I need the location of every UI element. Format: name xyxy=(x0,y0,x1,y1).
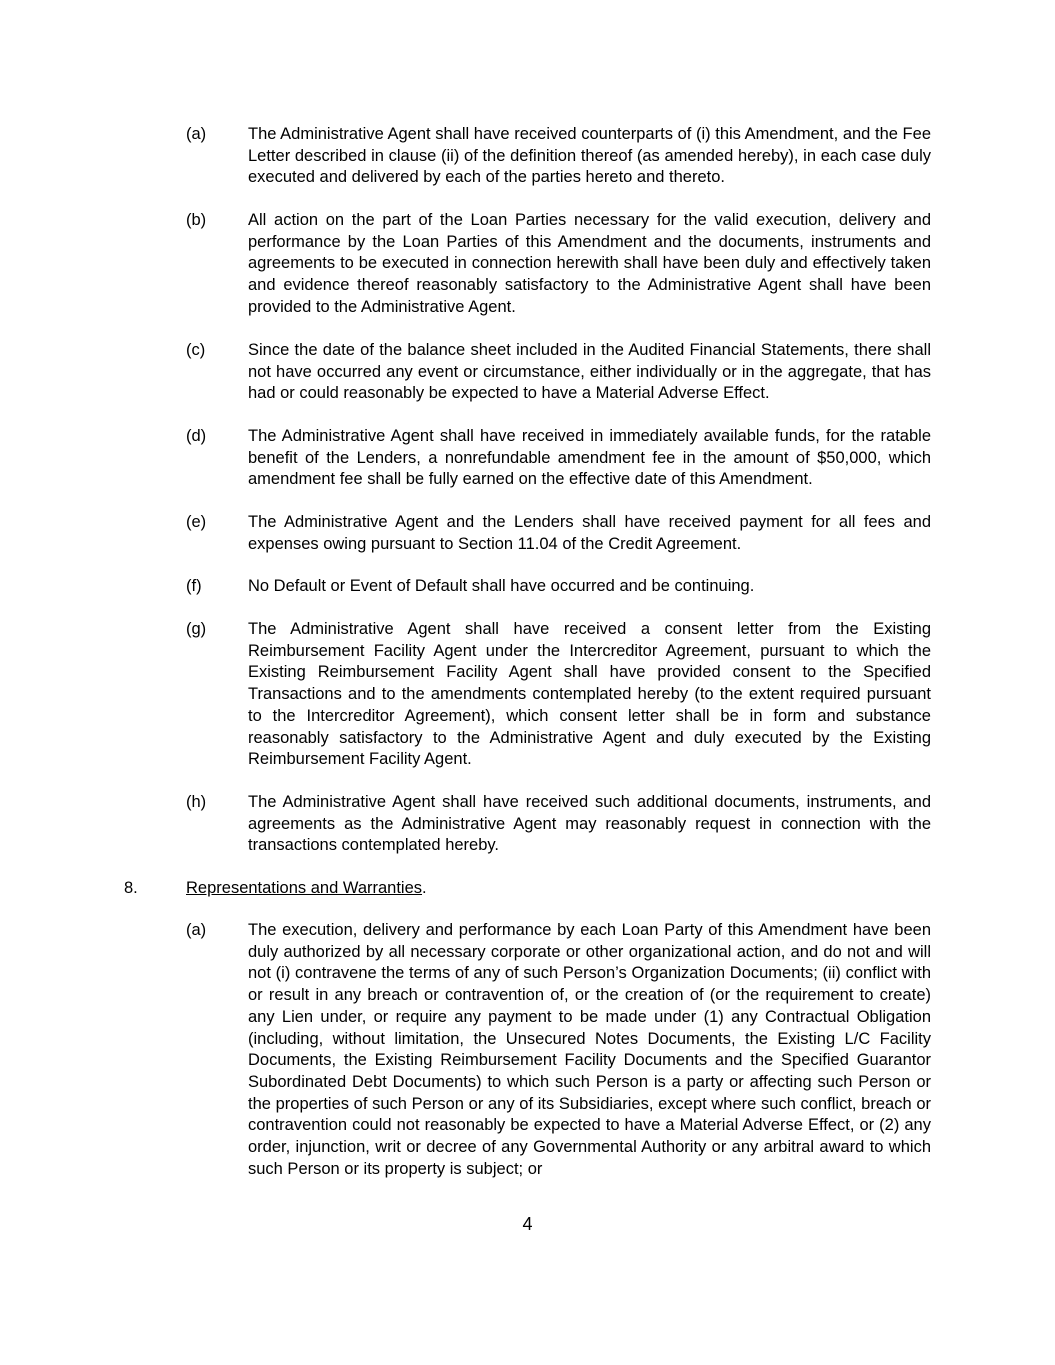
item-text: The Administrative Agent shall have received in immediately available funds, for the ratable benefit of the Lenders, a nonrefundable amendment fee in the amount of $50,000, which amendment fee shall be fully earned on the effective date of this Amendment. xyxy=(248,427,931,489)
section-number: 8. xyxy=(124,879,138,897)
item-text: The Administrative Agent shall have received such additional documents, instruments, and agreements as the Administrative Agent may reasonably request in connection with the transactions contemplated hereby. xyxy=(248,793,931,855)
item-text: The Administrative Agent shall have received counterparts of (i) this Amendment, and the Fee Letter described in clause (ii) of the definition thereof (as amended hereby), in each case duly executed and delivered by each of the parties hereto and thereto. xyxy=(248,125,931,187)
item-text: Since the date of the balance sheet included in the Audited Financial Statements, there shall not have occurred any event or circumstance, either individually or in the aggregate, that has had or could reasonably be expected to have a Material Adverse Effect. xyxy=(248,341,931,403)
section-title xyxy=(186,878,427,900)
item-text: The Administrative Agent and the Lenders shall have received payment for all fees and expenses owing pursuant to Section 11.04 of the Credit Agreement. xyxy=(248,513,931,553)
item-text: The Administrative Agent shall have received a consent letter from the Existing Reimbursement Facility Agent under the Intercreditor Agreement, pursuant to which the Existing Reimbursement Facility Agent shall have provided consent to the Specified Transactions and to the amendments contemplated hereby (to the extent required pursuant to the Intercreditor Agreement), which consent letter shall be in form and substance reasonably satisfactory to the Administrative Agent and duly executed by the Existing Reimbursement Facility Agent. xyxy=(248,620,931,769)
item-label: (b) xyxy=(186,211,207,229)
item-label: (h) xyxy=(186,793,207,811)
item-label: (c) xyxy=(186,341,206,359)
item-label: (f) xyxy=(186,577,202,595)
section-title-suffix: . xyxy=(422,879,427,897)
item-label: (a) xyxy=(186,921,207,939)
item-label: (e) xyxy=(186,513,207,531)
item-text: All action on the part of the Loan Parties necessary for the valid execution, delivery and performance by the Loan Parties of this Amendment and the documents, instruments and agreements to be executed in connection herewith shall have been duly and effectively taken and evidence thereof reasonably satisfactory to the Administrative Agent shall have been provided to the Administrative Agent. xyxy=(248,211,931,316)
item-text: The execution, delivery and performance by each Loan Party of this Amendment have been duly authorized by all necessary corporate or other organizational action, and do not and will not (i) contravene the terms of any of such Person’s Organization Documents; (ii) conflict with or result in any breach or contravention of, or the creation of (or the requirement to create) any Lien under, or require any payment to be made under (1) any Contractual Obligation (including, without limitation, the Unsecured Notes Documents, the Existing L/C Facility Documents, the Existing Reimbursement Facility Documents and the Specified Guarantor Subordinated Debt Documents) to which such Person is a party or affecting such Person or the properties of such Person or any of its Subsidiaries, except where such conflict, breach or contravention could not reasonably be expected to have a Material Adverse Effect, or (2) any order, injunction, writ or decree of any Governmental Authority or any arbitral award to which such Person or its property is subject; or xyxy=(248,921,931,1178)
item-label: (d) xyxy=(186,427,207,445)
item-label: (g) xyxy=(186,620,207,638)
item-label: (a) xyxy=(186,125,207,143)
item-text: No Default or Event of Default shall have occurred and be continuing. xyxy=(248,577,755,595)
page-number: 4 xyxy=(522,1214,533,1234)
section-title-text: Representations and Warranties xyxy=(186,879,423,897)
